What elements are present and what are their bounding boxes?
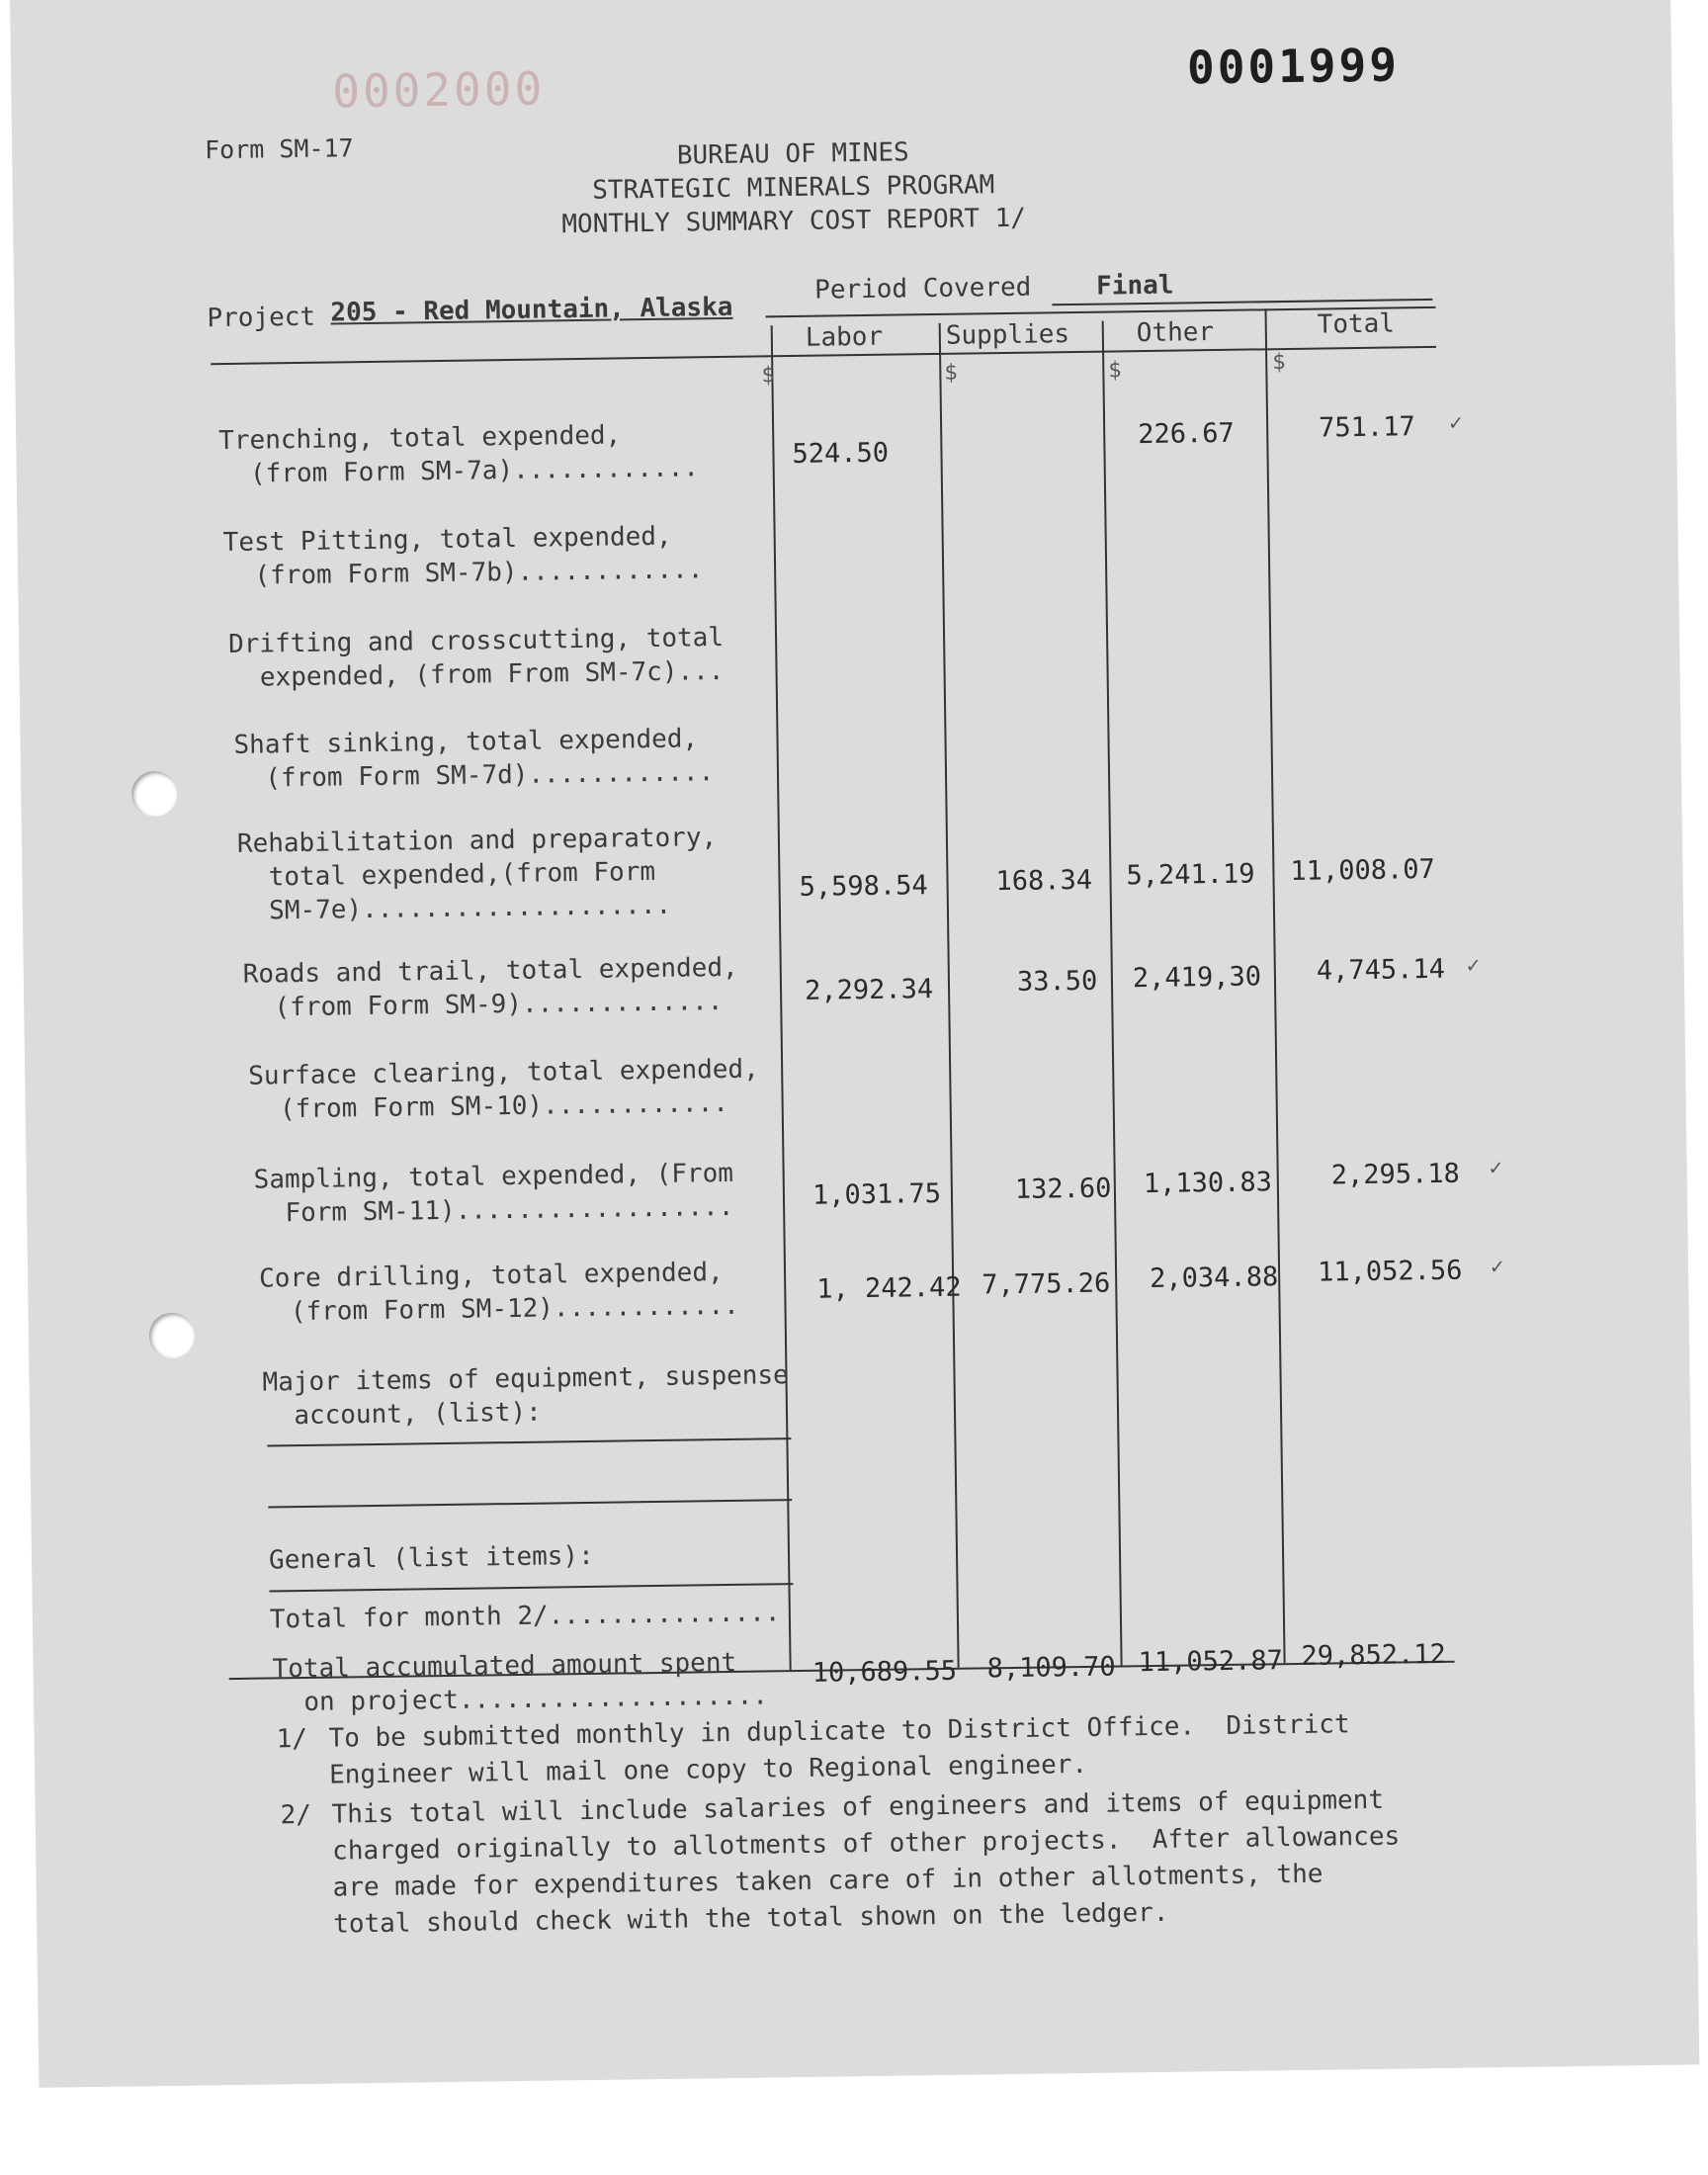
cell-accumulated-other: 11,052.87: [1138, 1645, 1284, 1679]
total-month-label: Total for month 2/...............: [269, 1598, 781, 1635]
footnote-1-mark: 1/: [276, 1723, 308, 1755]
period-label: Period Covered: [813, 272, 1032, 305]
punch-hole-bottom: [149, 1313, 196, 1359]
cell-roads-supplies: 33.50: [1016, 965, 1098, 998]
form-id: Form SM-17: [204, 133, 354, 165]
equipment-list-line-1: [267, 1437, 791, 1446]
project-label: Project: [207, 302, 316, 334]
cell-accumulated-supplies: 8,109.70: [986, 1651, 1116, 1685]
project-value: 205 - Red Mountain, Alaska: [330, 292, 733, 328]
header-line-2: STRATEGIC MINERALS PROGRAM: [592, 170, 995, 206]
cell-roads-other: 2,419,30: [1132, 961, 1262, 995]
cell-sampling-other: 1,130.83: [1143, 1167, 1273, 1200]
general-label: General (list items):: [268, 1540, 594, 1576]
currency-total: $: [1272, 350, 1286, 376]
cell-rehabilitation-labor: 5,598.54: [799, 870, 928, 903]
cell-sampling-supplies: 132.60: [1014, 1173, 1112, 1205]
faint-stamp-number: 0002000: [331, 61, 546, 119]
cell-core-drilling-labor: 1, 242.42: [816, 1271, 962, 1305]
general-list-line: [269, 1583, 793, 1592]
cell-rehabilitation-total: 11,008.07: [1290, 853, 1435, 887]
document-page: [10, 0, 1699, 2088]
row-label-shaft-sinking: Shaft sinking, total expended, (from Form SM-7d)............: [233, 724, 715, 794]
cell-accumulated-labor: 10,689.55: [811, 1655, 958, 1689]
stamp-number: 0001999: [1186, 38, 1401, 95]
check-mark-icon: ✓: [1489, 1156, 1503, 1181]
cell-core-drilling-total: 11,052.56: [1317, 1255, 1463, 1288]
cell-sampling-labor: 1,031.75: [811, 1177, 942, 1211]
column-header-supplies: Supplies: [945, 319, 1070, 351]
footnote-2-text: This total will include salaries of engineers and items of equipment charged originally to allotments of other projects. After allowances are made for expenditures taken care of in other allotments, the total should check with the total shown on the ledger.: [331, 1784, 1401, 1940]
currency-labor: $: [761, 363, 775, 389]
accumulated-label: Total accumulated amount spent on project....................: [272, 1647, 769, 1718]
check-mark-icon: ✓: [1466, 953, 1481, 979]
row-label-core-drilling: Core drilling, total expended, (from Form SM-12)............: [258, 1258, 739, 1328]
row-label-test-pitting: Test Pitting, total expended, (from Form SM-7b)............: [222, 521, 704, 592]
currency-supplies: $: [944, 360, 958, 386]
cell-rehabilitation-supplies: 168.34: [995, 864, 1093, 898]
header-line-1: BUREAU OF MINES: [676, 137, 909, 171]
cell-roads-total: 4,745.14: [1316, 953, 1446, 987]
row-label-rehabilitation: Rehabilitation and preparatory, total expended,(from Form SM-7e)....................: [236, 823, 718, 926]
header-line-3: MONTHLY SUMMARY COST REPORT 1/: [561, 203, 1027, 240]
column-header-total: Total: [1317, 308, 1396, 340]
equipment-list-line-2: [268, 1499, 792, 1508]
column-divider-other: [1102, 321, 1123, 1666]
column-header-other: Other: [1136, 317, 1215, 349]
check-mark-icon: ✓: [1490, 1255, 1504, 1280]
cell-trenching-total: 751.17: [1318, 411, 1415, 444]
check-mark-icon: ✓: [1448, 410, 1463, 436]
cell-trenching-labor: 524.50: [792, 437, 890, 470]
equipment-label: Major items of equipment, suspense account, (list):: [262, 1360, 789, 1432]
column-divider-total: [1264, 308, 1285, 1663]
cell-trenching-other: 226.67: [1138, 417, 1236, 451]
punch-hole-top: [131, 771, 178, 818]
row-label-roads-trail: Roads and trail, total expended, (from Form SM-9).............: [242, 952, 738, 1023]
cell-sampling-total: 2,295.18: [1330, 1158, 1460, 1191]
cell-core-drilling-supplies: 7,775.26: [982, 1267, 1111, 1301]
period-value: Final: [1095, 270, 1174, 302]
column-divider-labor: [771, 325, 792, 1670]
column-header-labor: Labor: [805, 321, 884, 353]
row-label-drifting: Drifting and crosscutting, total expended, (from From SM-7c)...: [227, 622, 725, 693]
row-label-sampling: Sampling, total expended, (From Form SM-11)..................: [253, 1158, 734, 1229]
footnote-1-text: To be submitted monthly in duplicate to District Office. District Engineer will mail one copy to Regional engineer.: [328, 1709, 1350, 1790]
cell-accumulated-total: 29,852.12: [1301, 1638, 1447, 1672]
currency-other: $: [1108, 358, 1122, 384]
footnote-2-mark: 2/: [280, 1799, 312, 1831]
cell-roads-labor: 2,292.34: [804, 974, 934, 1006]
row-label-trenching: Trenching, total expended, (from Form SM-7a)............: [218, 420, 700, 490]
cell-rehabilitation-other: 5,241.19: [1126, 858, 1255, 892]
cell-core-drilling-other: 2,034.88: [1149, 1262, 1279, 1295]
row-label-surface-clearing: Surface clearing, total expended, (from Form SM-10)............: [248, 1054, 759, 1125]
column-divider-supplies: [939, 323, 960, 1668]
